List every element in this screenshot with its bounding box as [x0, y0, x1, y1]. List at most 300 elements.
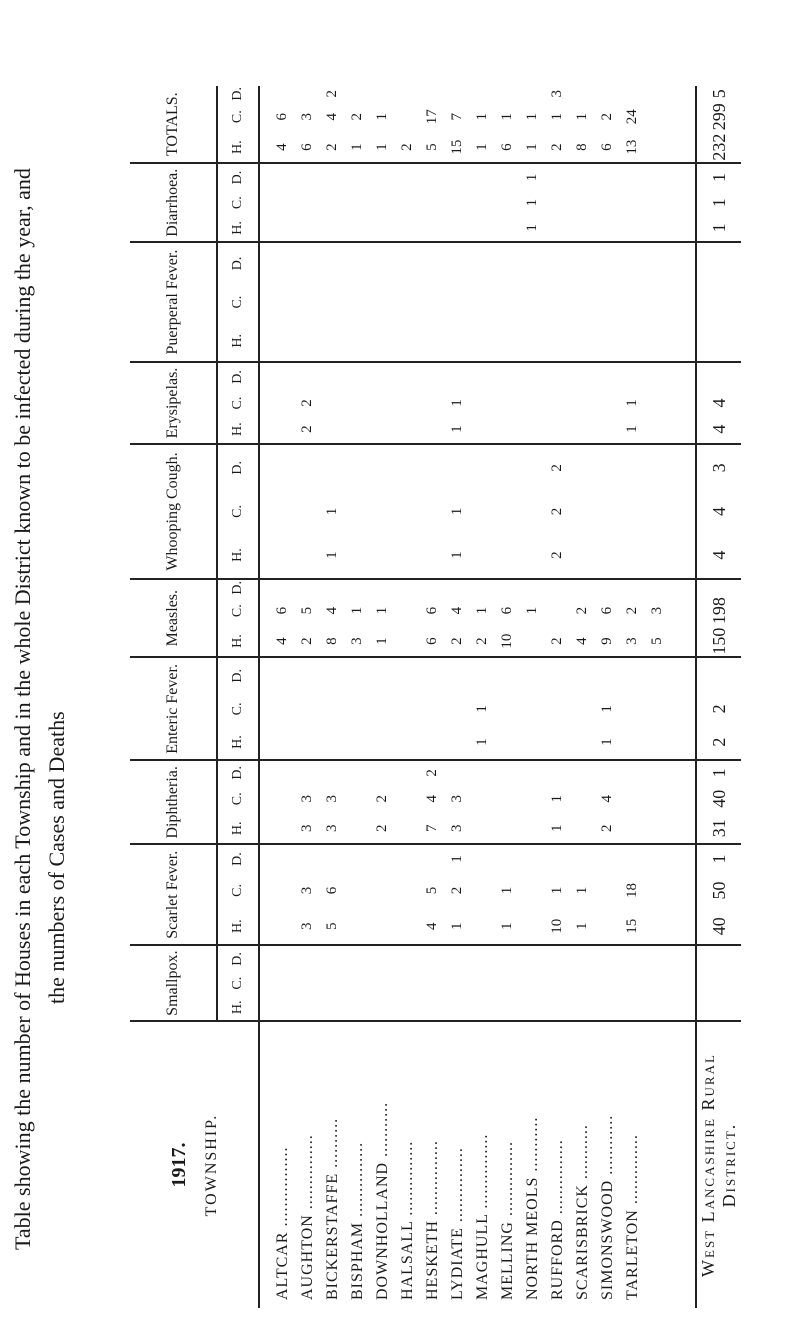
table-cell	[545, 725, 570, 761]
table-cell	[495, 972, 520, 995]
table-cell	[395, 995, 420, 1021]
table-cell	[520, 995, 545, 1021]
table-cell	[620, 813, 645, 844]
table-cell: 2	[395, 132, 420, 163]
table-cell	[620, 242, 645, 284]
table-cell: 10	[545, 908, 570, 945]
table-cell: 3	[445, 813, 470, 844]
table-cell	[645, 242, 670, 284]
table-cell	[345, 444, 370, 491]
table-cell	[345, 415, 370, 443]
table-cell: 1	[595, 725, 620, 761]
table-cell	[370, 191, 395, 215]
table-cell	[645, 908, 670, 945]
table-cell	[670, 242, 696, 284]
table-cell	[320, 163, 345, 190]
table-cell	[259, 215, 295, 242]
table-cell	[670, 444, 696, 491]
table-cell	[370, 415, 395, 443]
table-cell: 1	[570, 908, 595, 945]
table-cell	[670, 995, 696, 1021]
table-cell	[670, 491, 696, 532]
table-cell	[645, 391, 670, 416]
table-cell	[595, 995, 620, 1021]
total-cell: 299	[696, 102, 741, 132]
table-cell	[420, 191, 445, 215]
table-cell	[645, 86, 670, 102]
table-cell	[395, 86, 420, 102]
table-cell	[545, 579, 570, 595]
table-cell	[370, 725, 395, 761]
table-cell	[495, 215, 520, 242]
township-name: MELLING ...............	[495, 1021, 520, 1308]
table-cell	[395, 873, 420, 908]
table-cell	[345, 945, 370, 971]
table-cell	[670, 579, 696, 595]
table-cell	[570, 284, 595, 321]
table-cell	[495, 191, 520, 215]
table-cell	[670, 163, 696, 190]
table-cell	[545, 163, 570, 190]
disease-header: Measles.	[130, 579, 217, 657]
table-cell	[345, 972, 370, 995]
table-cell	[470, 844, 495, 873]
table-cell: 2	[349, 112, 365, 121]
table-cell: 4	[599, 795, 615, 803]
table-cell	[445, 362, 470, 390]
table-cell	[370, 163, 395, 190]
table-cell	[345, 391, 370, 416]
table-cell	[670, 86, 696, 102]
table-cell: 1	[574, 112, 590, 121]
table-cell	[670, 972, 696, 995]
table-cell	[370, 215, 395, 242]
table-cell	[545, 995, 570, 1021]
table-cell	[470, 491, 495, 532]
table-cell	[370, 532, 395, 579]
table-cell	[570, 532, 595, 579]
sub-header-h: H.	[217, 415, 259, 443]
sub-header-d: D.	[217, 760, 259, 784]
table-cell	[670, 844, 696, 873]
sub-header-d: D.	[217, 242, 259, 284]
table-cell	[570, 191, 595, 215]
total-cell: 40	[696, 784, 741, 813]
total-cell: 2	[696, 693, 741, 724]
table-cell	[495, 725, 520, 761]
table-cell	[470, 444, 495, 491]
table-cell	[520, 320, 545, 362]
totals-row	[696, 86, 741, 1308]
table-row	[645, 86, 670, 1308]
table-cell	[370, 362, 395, 390]
table-cell	[295, 362, 320, 390]
table-cell	[395, 844, 420, 873]
table-cell	[259, 784, 295, 813]
table-cell	[645, 320, 670, 362]
table-cell: 3	[299, 886, 315, 895]
table-cell	[259, 242, 295, 284]
table-cell	[345, 532, 370, 579]
table-cell	[570, 242, 595, 284]
total-cell: 1	[696, 163, 741, 190]
sub-header-c: C.	[217, 693, 259, 724]
table-cell: 1	[499, 112, 515, 121]
table-cell: 6	[495, 132, 520, 163]
table-cell	[445, 945, 470, 971]
table-cell	[670, 191, 696, 215]
total-cell	[696, 995, 741, 1021]
table-cell	[670, 784, 696, 813]
sub-header-d: D.	[217, 657, 259, 693]
table-cell	[645, 579, 670, 595]
table-cell: 6	[274, 606, 290, 615]
table-cell	[670, 595, 696, 625]
table-cell	[420, 391, 445, 416]
table-cell	[595, 657, 620, 693]
township-name: TARLETON ..............	[620, 1021, 645, 1308]
table-cell	[570, 945, 595, 971]
sub-header-d: D.	[217, 444, 259, 491]
table-cell: 9	[595, 626, 620, 657]
table-cell: 1	[524, 606, 540, 615]
table-cell: 3	[620, 626, 645, 657]
table-cell	[395, 284, 420, 321]
table-cell	[520, 945, 545, 971]
table-cell	[520, 693, 545, 724]
table-cell	[420, 215, 445, 242]
table-cell	[670, 657, 696, 693]
table-cell	[620, 657, 645, 693]
sub-header-h: H.	[217, 132, 259, 163]
table-cell	[470, 415, 495, 443]
table-cell	[345, 693, 370, 724]
table-cell	[395, 362, 420, 390]
table-cell	[570, 813, 595, 844]
disease-header: Enteric Fever.	[130, 657, 217, 760]
table-cell: 3	[549, 90, 565, 98]
table-cell	[595, 873, 620, 908]
table-cell	[645, 995, 670, 1021]
table-cell: 1	[499, 886, 515, 895]
total-cell: 5	[696, 86, 741, 102]
table-cell	[520, 284, 545, 321]
sub-header-d: D.	[217, 86, 259, 102]
total-cell: 1	[696, 191, 741, 215]
table-cell	[259, 813, 295, 844]
table-cell	[345, 284, 370, 321]
table-cell	[395, 391, 420, 416]
table-cell	[420, 579, 445, 595]
table-cell	[259, 284, 295, 321]
table-cell	[520, 844, 545, 873]
table-cell	[395, 415, 420, 443]
table-cell	[395, 725, 420, 761]
table-cell	[345, 657, 370, 693]
table-cell	[295, 995, 320, 1021]
table-cell	[595, 532, 620, 579]
table-cell: 1	[520, 215, 545, 242]
disease-header: Smallpox.	[130, 945, 217, 1021]
table-cell	[259, 995, 295, 1021]
table-cell: 2	[545, 532, 570, 579]
table-cell: 6	[595, 132, 620, 163]
table-cell	[445, 725, 470, 761]
table-cell	[670, 945, 696, 971]
table-cell	[645, 284, 670, 321]
table-cell	[545, 415, 570, 443]
table-cell	[345, 908, 370, 945]
total-cell: 1	[696, 760, 741, 784]
table-cell	[570, 215, 595, 242]
table-cell: 1	[474, 112, 490, 121]
table-cell	[595, 444, 620, 491]
table-cell	[395, 760, 420, 784]
table-cell	[470, 215, 495, 242]
table-cell: 7	[449, 112, 465, 121]
table-cell	[295, 242, 320, 284]
table-cell	[345, 873, 370, 908]
table-cell	[570, 579, 595, 595]
table-cell: 1	[324, 507, 340, 516]
table-cell: 2	[549, 464, 565, 472]
table-cell: 5	[299, 606, 315, 615]
table-cell	[295, 657, 320, 693]
table-cell	[345, 725, 370, 761]
table-cell	[595, 191, 620, 215]
table-cell	[570, 320, 595, 362]
table-cell	[370, 491, 395, 532]
table-row	[520, 86, 545, 1308]
table-cell	[445, 444, 470, 491]
table-cell	[595, 163, 620, 190]
table-cell	[520, 242, 545, 284]
table-cell: 1	[624, 399, 640, 407]
total-cell: 150	[696, 626, 741, 657]
table-cell	[495, 657, 520, 693]
table-cell: 2	[295, 415, 320, 443]
table-cell: 2	[374, 795, 390, 803]
table-cell	[395, 102, 420, 132]
table-cell	[320, 657, 345, 693]
sub-header-c: C.	[217, 191, 259, 215]
table-row	[320, 86, 345, 1308]
table-cell	[495, 163, 520, 190]
table-cell: 3	[295, 813, 320, 844]
table-cell	[620, 972, 645, 995]
table-cell	[395, 693, 420, 724]
table-cell	[445, 86, 470, 102]
disease-header: Scarlet Fever.	[130, 844, 217, 945]
table-cell	[595, 242, 620, 284]
sub-header-c: C.	[217, 972, 259, 995]
table-cell	[420, 693, 445, 724]
disease-header: Erysipelas.	[130, 362, 217, 444]
table-cell	[395, 626, 420, 657]
table-row	[670, 86, 696, 1308]
table-cell	[295, 215, 320, 242]
table-cell	[445, 693, 470, 724]
table-cell: 1	[370, 626, 395, 657]
table-cell: 2	[599, 112, 615, 121]
sub-header-c: C.	[217, 595, 259, 625]
table-cell	[620, 693, 645, 724]
table-cell: 1	[445, 415, 470, 443]
table-cell	[445, 972, 470, 995]
table-cell	[520, 415, 545, 443]
table-cell: 1	[470, 725, 495, 761]
township-header: TOWNSHIP.	[202, 1113, 220, 1217]
sub-header-d: D.	[217, 945, 259, 971]
sub-header-h: H.	[217, 320, 259, 362]
table-cell	[620, 491, 645, 532]
table-cell	[345, 760, 370, 784]
table-row	[445, 86, 470, 1308]
table-cell	[445, 215, 470, 242]
table-cell	[545, 657, 570, 693]
table-cell: 1	[445, 532, 470, 579]
table-cell	[470, 972, 495, 995]
table-cell	[620, 86, 645, 102]
table-cell	[259, 945, 295, 971]
table-cell	[295, 945, 320, 971]
table-row	[570, 86, 595, 1308]
table-cell	[545, 284, 570, 321]
table-cell	[395, 163, 420, 190]
table-cell	[645, 102, 670, 132]
table-cell	[520, 908, 545, 945]
table-cell: 1	[474, 606, 490, 615]
sub-header-d: D.	[217, 579, 259, 595]
township-name: HALSALL ...............	[395, 1021, 420, 1308]
title-line-2: the numbers of Cases and Deaths	[44, 711, 69, 1004]
table-cell	[445, 163, 470, 190]
table-cell	[259, 657, 295, 693]
table-cell	[670, 391, 696, 416]
table-cell	[595, 284, 620, 321]
total-cell	[696, 657, 741, 693]
table-cell	[470, 760, 495, 784]
table-cell	[545, 760, 570, 784]
table-cell: 8	[570, 132, 595, 163]
table-cell	[395, 215, 420, 242]
table-cell	[345, 320, 370, 362]
table-cell	[520, 444, 545, 491]
table-cell: 1	[524, 198, 540, 207]
table-cell: 1	[520, 132, 545, 163]
table-cell	[670, 532, 696, 579]
table-cell	[320, 995, 345, 1021]
table-cell	[570, 657, 595, 693]
table-row	[495, 86, 520, 1308]
table-cell	[420, 945, 445, 971]
table-cell	[259, 320, 295, 362]
total-cell: 2	[696, 725, 741, 761]
table-cell	[395, 242, 420, 284]
table-cell	[320, 391, 345, 416]
table-cell	[620, 844, 645, 873]
table-cell	[595, 945, 620, 971]
total-cell	[696, 320, 741, 362]
title-line-1: Table showing the number of Houses in each Township and in the whole District known to be infected during the year, and	[10, 168, 35, 1250]
sub-header-c: C.	[217, 491, 259, 532]
table-cell: 4	[259, 626, 295, 657]
disease-header: Whooping Cough.	[130, 444, 217, 579]
table-cell	[570, 784, 595, 813]
table-cell	[470, 784, 495, 813]
table-cell	[259, 579, 295, 595]
table-cell	[370, 320, 395, 362]
table-cell	[670, 132, 696, 163]
table-cell	[370, 995, 395, 1021]
table-cell: 7	[420, 813, 445, 844]
table-cell	[470, 320, 495, 362]
disease-header: TOTALS.	[130, 86, 217, 163]
township-name: SCARISBRICK ...........	[570, 1021, 595, 1308]
table-cell	[645, 215, 670, 242]
table-cell	[370, 693, 395, 724]
table-cell	[645, 163, 670, 190]
table-cell	[445, 242, 470, 284]
table-cell	[645, 760, 670, 784]
township-name: AUGHTON ...............	[295, 1021, 320, 1308]
table-cell	[395, 532, 420, 579]
disease-header: Puerperal Fever.	[130, 242, 217, 362]
table-cell	[520, 760, 545, 784]
table-cell: 1	[599, 705, 615, 713]
township-name: BISPHAM ...............	[345, 1021, 370, 1308]
table-row	[395, 86, 420, 1308]
table-cell	[370, 657, 395, 693]
total-cell	[696, 362, 741, 390]
table-cell	[420, 415, 445, 443]
table-cell	[445, 284, 470, 321]
table-cell	[320, 725, 345, 761]
table-cell	[670, 873, 696, 908]
table-cell	[295, 693, 320, 724]
table-cell	[295, 191, 320, 215]
table-cell	[420, 995, 445, 1021]
table-cell: 4	[570, 626, 595, 657]
township-name: SIMONSWOOD ............	[595, 1021, 620, 1308]
table-cell	[670, 215, 696, 242]
table-cell	[620, 191, 645, 215]
table-cell	[570, 995, 595, 1021]
table-cell	[595, 491, 620, 532]
table-cell: 2	[549, 507, 565, 516]
table-cell	[420, 362, 445, 390]
table-cell	[645, 132, 670, 163]
table-cell	[520, 873, 545, 908]
table-cell	[470, 657, 495, 693]
table-cell	[520, 579, 545, 595]
table-cell	[620, 532, 645, 579]
table-cell	[545, 693, 570, 724]
table-cell	[645, 444, 670, 491]
table-cell	[295, 844, 320, 873]
table-row	[595, 86, 620, 1308]
total-cell: 4	[696, 532, 741, 579]
table-cell	[320, 320, 345, 362]
table-cell	[495, 491, 520, 532]
table-cell	[645, 362, 670, 390]
table-cell: 2	[320, 132, 345, 163]
table-cell	[395, 444, 420, 491]
table-cell: 1	[495, 908, 520, 945]
table-cell: 1	[470, 132, 495, 163]
table-cell	[259, 415, 295, 443]
table-cell	[345, 813, 370, 844]
